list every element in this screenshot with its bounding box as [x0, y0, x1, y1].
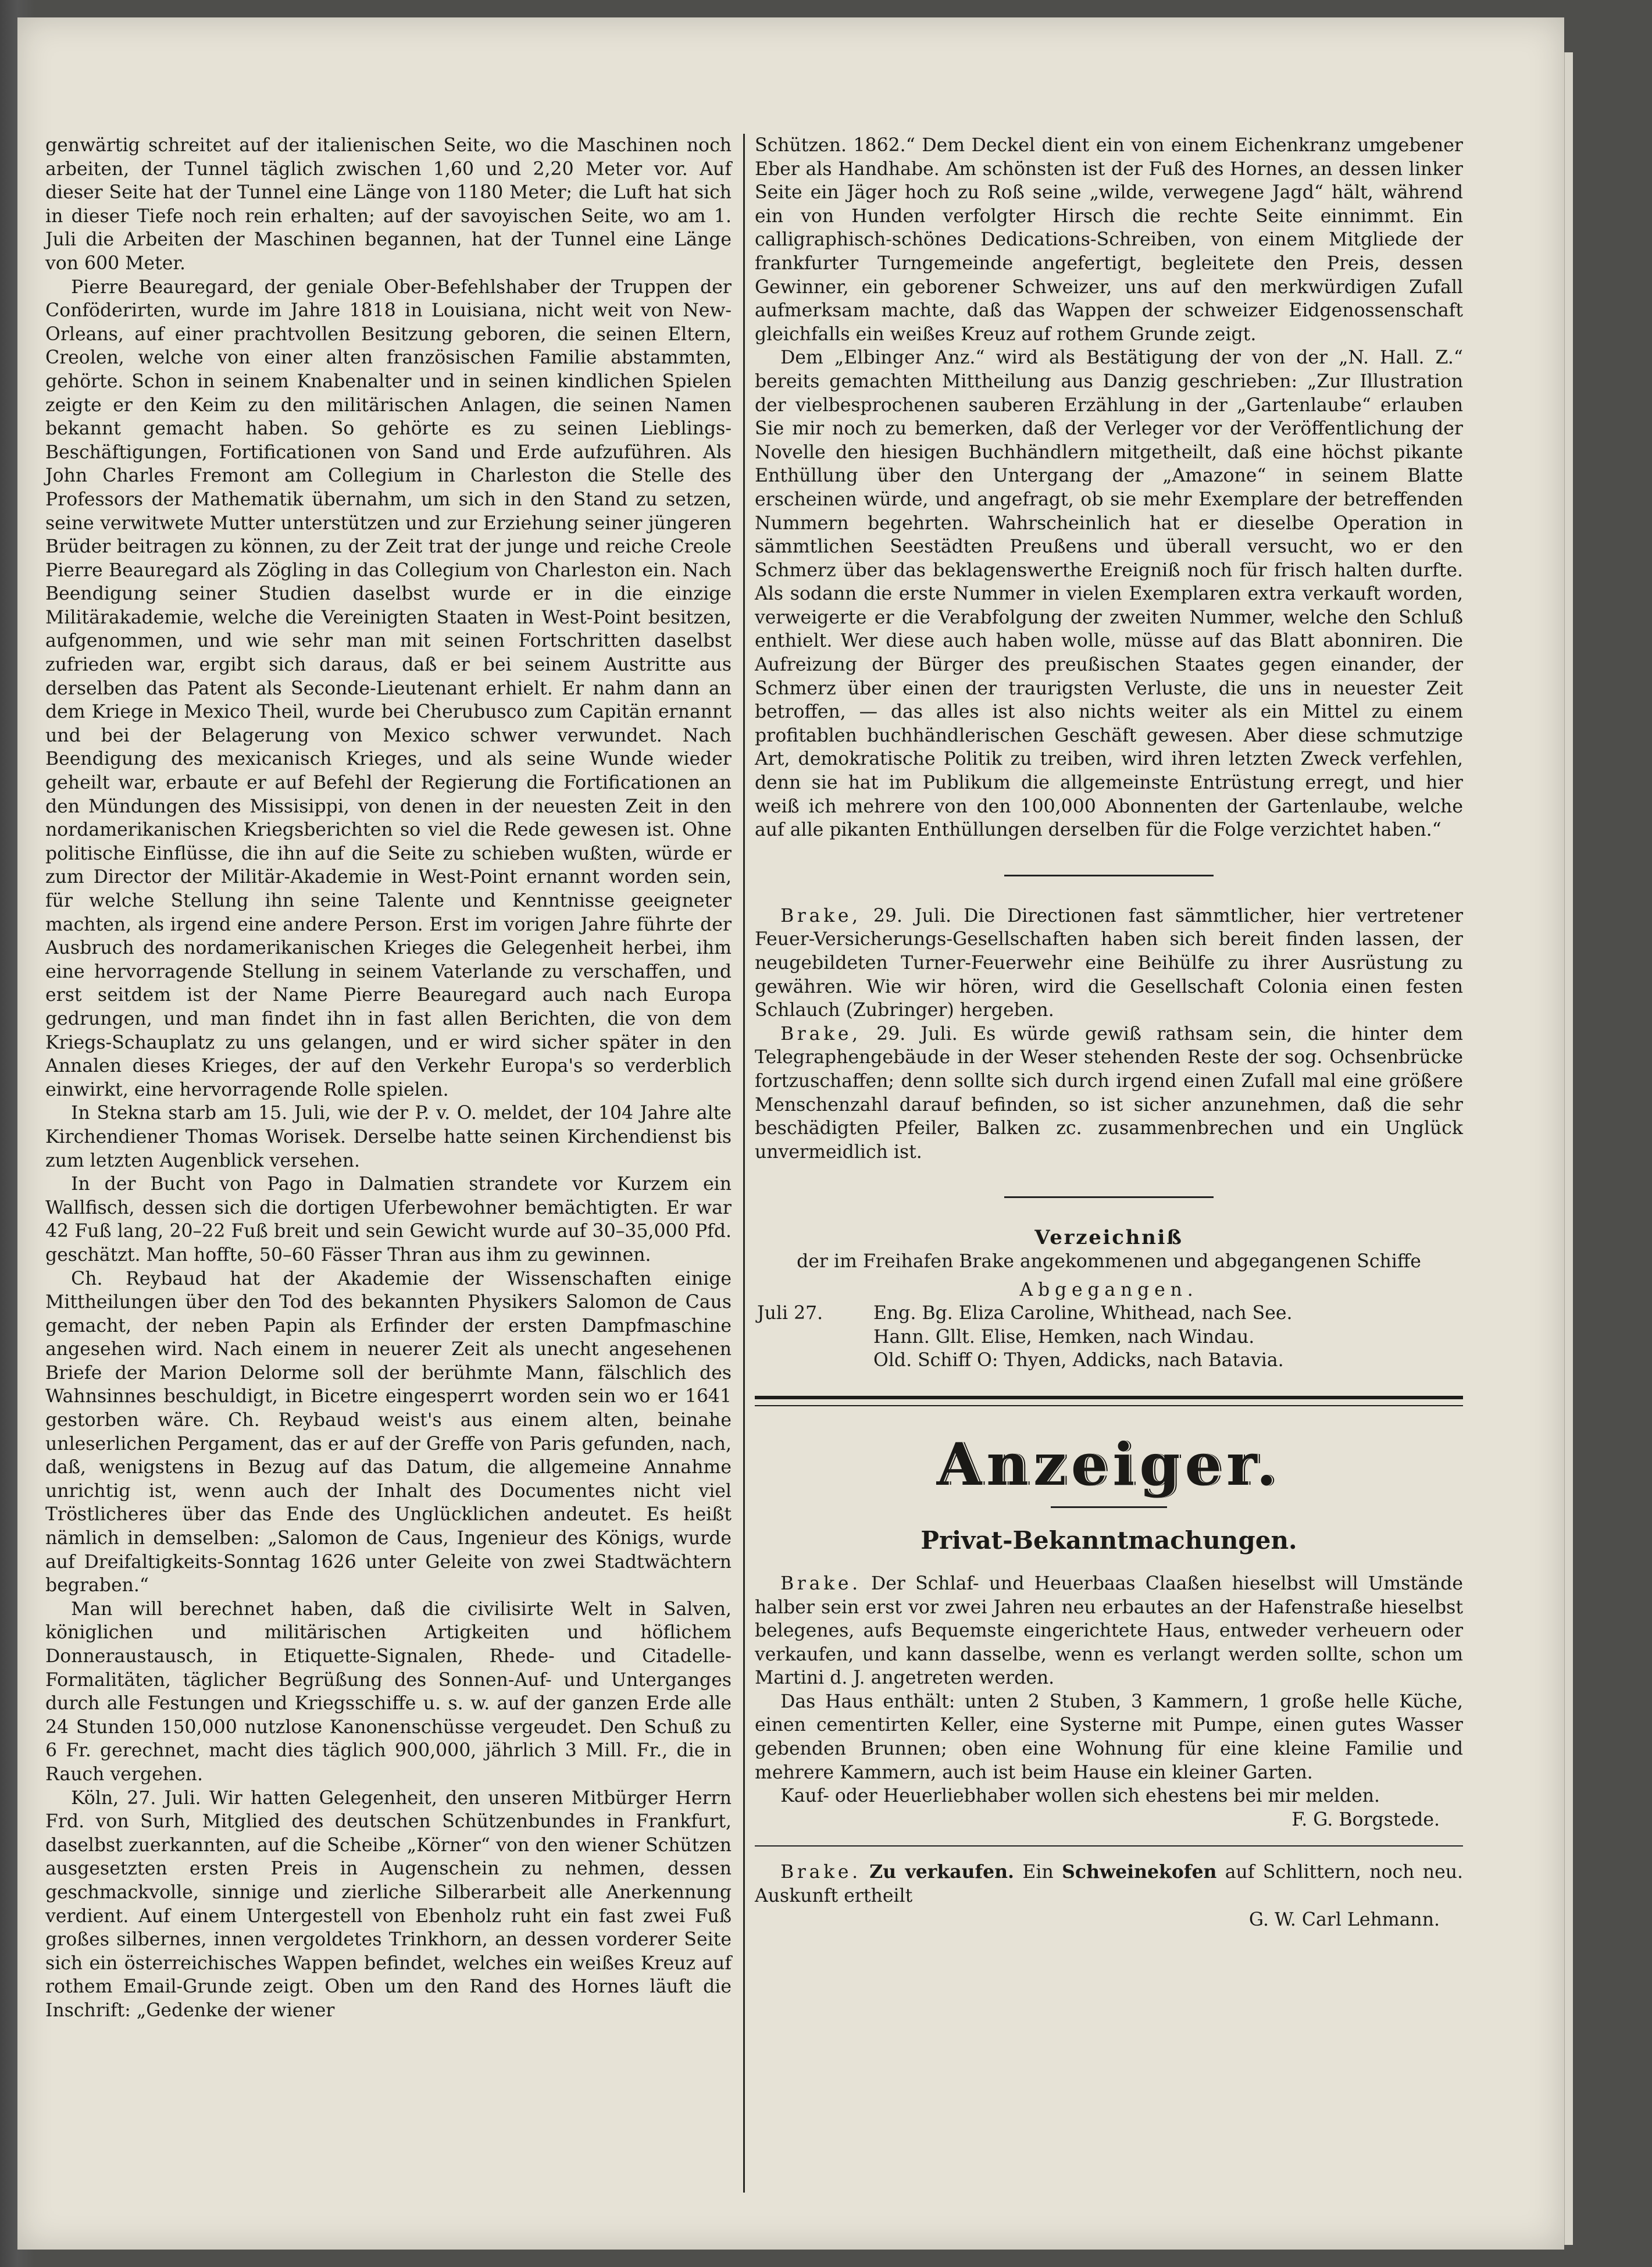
title-rule: [1051, 1506, 1167, 1508]
ad-house-details: Das Haus enthält: unten 2 Stuben, 3 Kammern, 1 große helle Küche, einen cementirten Keller, eine Systerne mit Pumpe, einen gutes Wasser gebenden Brunnen; oben eine Wohnung für eine kleine Familie und mehrere Kammern, auch ist beim Hause ein kleiner Garten.: [755, 1691, 1463, 1783]
news-brake-2: [755, 1022, 1463, 1164]
ship-entry: [757, 1349, 1463, 1373]
article-salutes: Man will berechnet haben, daß die civilisirte Welt in Salven, königlichen und militärischen Artigkeiten und höflichem Donneraustausch, in Etiquette-Signalen, Rhede- und Citadelle-Formalitäten, täglicher Begrüßung des Sonnen-Auf- und Unterganges durch alle Festungen und Kriegsschiffe u. s. w. auf der ganzen Erde alle 24 Stunden 150,000 nutzlose Kanonenschüsse vergeudet. Den Schuß zu 6 Fr. gerechnet, macht dies täglich 900,000, jährlich 3 Mill. Fr., die in Rauch vergehen.: [45, 1598, 732, 1785]
ad-text: Ein: [1022, 1862, 1054, 1883]
section-rule: [755, 1396, 1463, 1406]
article-koeln-continued: Schützen. 1862.“ Dem Deckel dient ein von einem Eichenkranz umgebener Eber als Handhabe. Am schönsten ist der Fuß des Hornes, an dessen linker Seite ein Jäger hoch zu Roß seine „wilde, verwegene Jagd“ hält, während ein von Hunden verfolgter Hirsch die rechte Seite einnimmt. Ein calligraphisch-schönes Dedications-Schreiben, von einem Mitgliede der frankfurter Turngemeinde angefertigt, begleitete den Preis, dessen Gewinner, ein geborener Schweizer, uns auf den merkwürdigen Zufall aufmerksam machte, daß das Wappen der schweizer Eidgenossenschaft gleichfalls ein weißes Kreuz auf rothem Grunde zeigt.: [755, 135, 1463, 345]
separator-rule: [1004, 1196, 1214, 1198]
newspaper-page: [17, 17, 1564, 2250]
ad-item: Schweinekofen: [1062, 1861, 1217, 1883]
article-beauregard: Pierre Beauregard, der geniale Ober-Befehlshaber der Truppen der Conföderirten, wurde im Jahre 1818 in Louisiana, nicht weit von New-Orleans, auf einer prachtvollen Besitzung geboren, die seinen Eltern, Creolen, welche von einer alten französischen Familie abstammten, gehörte. Schon in seinem Knabenalter und in seinen kindlichen Spielen zeigte er den Keim zu den militärischen Anlagen, die seinen Namen bekannt gemacht haben. So gehörte es zu seinen Lieblings-Beschäftigungen, Fortificationen von Sand und Erde aufzuführen. Als John Charles Fremont am Collegium in Charleston die Stelle des Professors der Mathematik übernahm, um sich in den Stand zu setzen, seine verwitwete Mutter unterstützen und zur Erziehung seiner jüngeren Brüder beitragen zu können, zu der Zeit trat der junge und reiche Creole Pierre Beauregard als Zögling in das Collegium von Charleston ein. Nach Beendigung seiner Studien daselbst wurde er in die einzige Militärakademie, welche die Vereinigten Staaten in West-Point besitzen, aufgenommen, und wie sehr man mit seinen Fortschritten daselbst zufrieden war, ergibt sich daraus, daß er bei seinem Austritte aus derselben das Patent als Seconde-Lieutenant erhielt. Er nahm dann an dem Kriege in Mexico Theil, wurde bei Cherubusco zum Capitän ernannt und bei der Belagerung von Mexico schwer verwundet. Nach Beendigung des mexicanisch Krieges, und als seine Wunde wieder geheilt war, erbaute er auf Befehl der Regierung die Fortificationen an den Mündungen des Missisippi, von denen in der neuesten Zeit in den nordamerikanischen Kriegsberichten so viel die Rede gewesen ist. Ohne politische Einflüsse, die ihn auf die Seite zu schieben wußten, würde er zum Director der Militär-Akademie in West-Point ernannt worden sein, für welche Stellung ihn seine Talente und Kenntnisse geeigneter machten, als irgend eine andere Person. Erst im vorigen Jahre führte der Ausbruch des nordamerikanischen Krieges die Gelegenheit herbei, ihm eine hervorragende Stellung in seinem Vaterlande zu verschaffen, und erst seitdem ist der Name Pierre Beauregard auch nach Europa gedrungen, und man findet ihn in fast allen Berichten, die von dem Kriegs-Schauplatz zu uns gelangen, und er wird sicher später in den Annalen dieses Krieges, der auf den Verkehr Europa's so verderblich einwirkt, eine hervorragende Rolle spielen.: [45, 276, 732, 1100]
ship-date: Juli 27.: [757, 1303, 823, 1324]
ad-house: [755, 1572, 1463, 1690]
ship-text: Eng. Bg. Eliza Caroline, Whithead, nach See.: [873, 1303, 1293, 1324]
place-label: Brake.: [780, 1573, 861, 1594]
ad-text: auf Schlittern, noch neu. Auskunft ertheilt: [755, 1862, 1464, 1907]
ship-text: Hann. Gllt. Elise, Hemken, nach Windau.: [873, 1326, 1255, 1348]
ship-date: [757, 1349, 873, 1373]
register-title: Verzeichniß: [1034, 1226, 1183, 1250]
right-column: [755, 134, 1463, 1931]
news-brake-1: [755, 904, 1463, 1022]
news-text: 29. Juli. Es würde gewiß rathsam sein, die hinter dem Telegraphengebäude in der Weser stehenden Reste der sog. Ochsenbrücke fortzuschaffen; denn sollte sich durch irgend einen Zufall mal eine größere Menschenzahl darauf befinden, so ist sicher anzunehmen, daß die sehr beschädigten Pfeiler, Balken zc. zusammenbrechen und ein Unglück unvermeidlich ist.: [755, 1023, 1464, 1163]
ad-text: Der Schlaf- und Heuerbaas Claaßen hieselbst will Umstände halber sein erst vor zwei Jahren neu erbautes an der Hafenstraße hieselbst belegenes, aufs Bequemste eingerichtete Haus, entweder verheuern oder verkaufen, und kann dasselbe, wenn es verlangt werden sollte, schon um Martini d. J. angetreten werden.: [755, 1573, 1463, 1689]
anzeiger-title: Anzeiger.: [936, 1430, 1282, 1499]
article-tunnel: genwärtig schreitet auf der italienischen Seite, wo die Maschinen noch arbeiten, der Tunnel täglich zwischen 1,60 und 2,20 Meter vor. Auf dieser Seite hat der Tunnel eine Länge von 1180 Meter; die Luft hat sich in dieser Tiefe noch rein erhalten; auf der savoyischen Seite, wo am 1. Juli die Arbeiten der Maschinen begannen, hat der Tunnel eine Länge von 600 Meter.: [45, 135, 732, 274]
news-text: 29. Juli. Die Directionen fast sämmtlicher, hier vertretener Feuer-Versicherungs-Gesellschaften haben sich bereit finden lassen, der neugebildeten Turner-Feuerwehr eine Beihülfe zu ihrer Ausrüstung zu gewähren. Wie wir hören, wird die Gesellschaft Colonia einen festen Schlauch (Zubringer) hergeben.: [755, 905, 1463, 1021]
register-subtitle: der im Freihafen Brake angekommenen und abgegangenen Schiffe: [797, 1250, 1421, 1272]
place-label: Brake,: [780, 1023, 861, 1045]
private-announcements-title: Privat-Bekanntmachungen.: [920, 1525, 1297, 1555]
article-koeln: Köln, 27. Juli. Wir hatten Gelegenheit, den unseren Mitbürger Herrn Frd. von Surh, Mitglied des deutschen Schützenbundes in Frankfurt, daselbst zuerkannten, auf die Scheibe „Körner“ von den wiener Schützen ausgesetzten ersten Preis in Augenschein zu nehmen, dessen geschmackvolle, sinnige und zierliche Silberarbeit alle Anerkennung verdient. Auf einem Untergestell von Ebenholz ruht ein fast zwei Fuß großes silbernes, innen vergoldetes Trinkhorn, an dessen vorderer Seite sich ein österreichisches Wappen befindet, welches ein weißes Kreuz auf rothem Email-Grunde zeigt. Oben um den Rand des Hornes läuft die Inschrift: „Gedenke der wiener: [45, 1787, 732, 2021]
left-column: [45, 134, 732, 2023]
ad-sale: [755, 1860, 1463, 1908]
place-label: Brake.: [780, 1862, 861, 1883]
ship-text: Old. Schiff O: Thyen, Addicks, nach Batavia.: [873, 1350, 1284, 1371]
article-stekna: In Stekna starb am 15. Juli, wie der P. v. O. meldet, der 104 Jahre alte Kirchendiener Thomas Worisek. Derselbe hatte seinen Kirchendienst bis zum letzten Augenblick versehen.: [45, 1103, 732, 1171]
place-label: Brake,: [780, 905, 861, 926]
page-edge-stack: [1564, 52, 1573, 2245]
ship-entry: [757, 1325, 1463, 1349]
column-divider: [743, 134, 745, 2193]
ad-house-signature: F. G. Borgstede.: [1291, 1809, 1440, 1830]
article-elbinger: Dem „Elbinger Anz.“ wird als Bestätigung der von der „N. Hall. Z.“ bereits gemachten Mittheilung aus Danzig geschrieben: „Zur Illustration der vielbesprochenen sauberen Erzählung in der „Gartenlaube“ erlauben Sie mir noch zu bemerken, daß der Verleger vor der Veröffentlichung der Novelle den hiesigen Buchhändlern mitgetheilt, daß eine höchst pikante Enthüllung über den Untergang der „Amazone“ in seinem Blatte erscheinen würde, und angefragt, ob sie mehr Exemplare der betreffenden Nummern begehrten. Wahrscheinlich hat er dieselbe Operation in sämmtlichen Seestädten Preußens und überall versucht, wo er den Schmerz über das beklagenswerthe Ereigniß noch für frisch halten durfte. Als sodann die erste Nummer in vielen Exemplaren extra verkauft worden, verweigerte er die Verabfolgung der zweiten Nummer, welche den Schluß enthielt. Wer diese auch haben wolle, müsse auf das Blatt abonniren. Die Aufreizung der Bürger des preußischen Staates gegen einander, der Schmerz über einen der traurigsten Verluste, die uns in neuester Zeit betroffen, — das alles ist also nichts weiter als ein Mittel zu einem profitablen buchhändlerischen Geschäft gewesen. Aber diese schmutzige Art, demokratische Politik zu treiben, wird ihren letzten Zweck verfehlen, denn sie hat im Publikum die allgemeinste Entrüstung erregt, und hier weiß ich mehrere von den 100,000 Abonnenten der Gartenlaube, welche auf alle pikanten Enthüllungen derselben für die Folge verzichtet haben.“: [755, 347, 1463, 841]
article-whale: In der Bucht von Pago in Dalmatien strandete vor Kurzem ein Wallfisch, dessen sich die dortigen Uferbewohner bemächtigten. Er war 42 Fuß lang, 20–22 Fuß breit und sein Gewicht wurde auf 30–35,000 Pfd. geschätzt. Man hoffte, 50–60 Fässer Thran aus ihm zu gewinnen.: [45, 1174, 732, 1266]
ship-entry: [757, 1302, 1463, 1325]
separator-rule: [1004, 875, 1214, 876]
article-de-caus: Ch. Reybaud hat der Akademie der Wissenschaften einige Mittheilungen über den Tod des bekannten Physikers Salomon de Caus gemacht, der neben Papin als Erfinder der ersten Dampfmaschine angesehen wird. Nach einem in neuerer Zeit als unecht angesehenen Briefe der Marion Delorme soll der berühmte Mann, fälschlich des Wahnsinnes beschuldigt, in Bicetre eingesperrt worden sein wo er 1641 gestorben wäre. Ch. Reybaud weist's aus einem alten, beinahe unleserlichen Pergament, das er auf der Greffe von Paris gefunden, nach, daß, wenigstens in Bezug auf das Datum, die allgemeine Annahme unrichtig ist, wenn auch der Inhalt des Documentes nicht viel Tröstlicheres über das Ende des Unglücklichen andeutet. Es heißt nämlich in demselben: „Salomon de Caus, Ingenieur des Königs, wurde auf Dreifaltigkeits-Sonntag 1626 unter Geleite von zwei Stadtwächtern begraben.“: [45, 1268, 732, 1596]
ad-sale-signature: G. W. Carl Lehmann.: [1248, 1909, 1440, 1930]
ship-list: [755, 1302, 1463, 1373]
ship-date: [757, 1325, 873, 1349]
register-section: Abgegangen.: [1019, 1279, 1198, 1300]
separator-rule: [755, 1845, 1463, 1847]
ad-house-contact: Kauf- oder Heuerliebhaber wollen sich ehestens bei mir melden.: [780, 1785, 1380, 1807]
ad-headline: Zu verkaufen.: [869, 1861, 1015, 1883]
